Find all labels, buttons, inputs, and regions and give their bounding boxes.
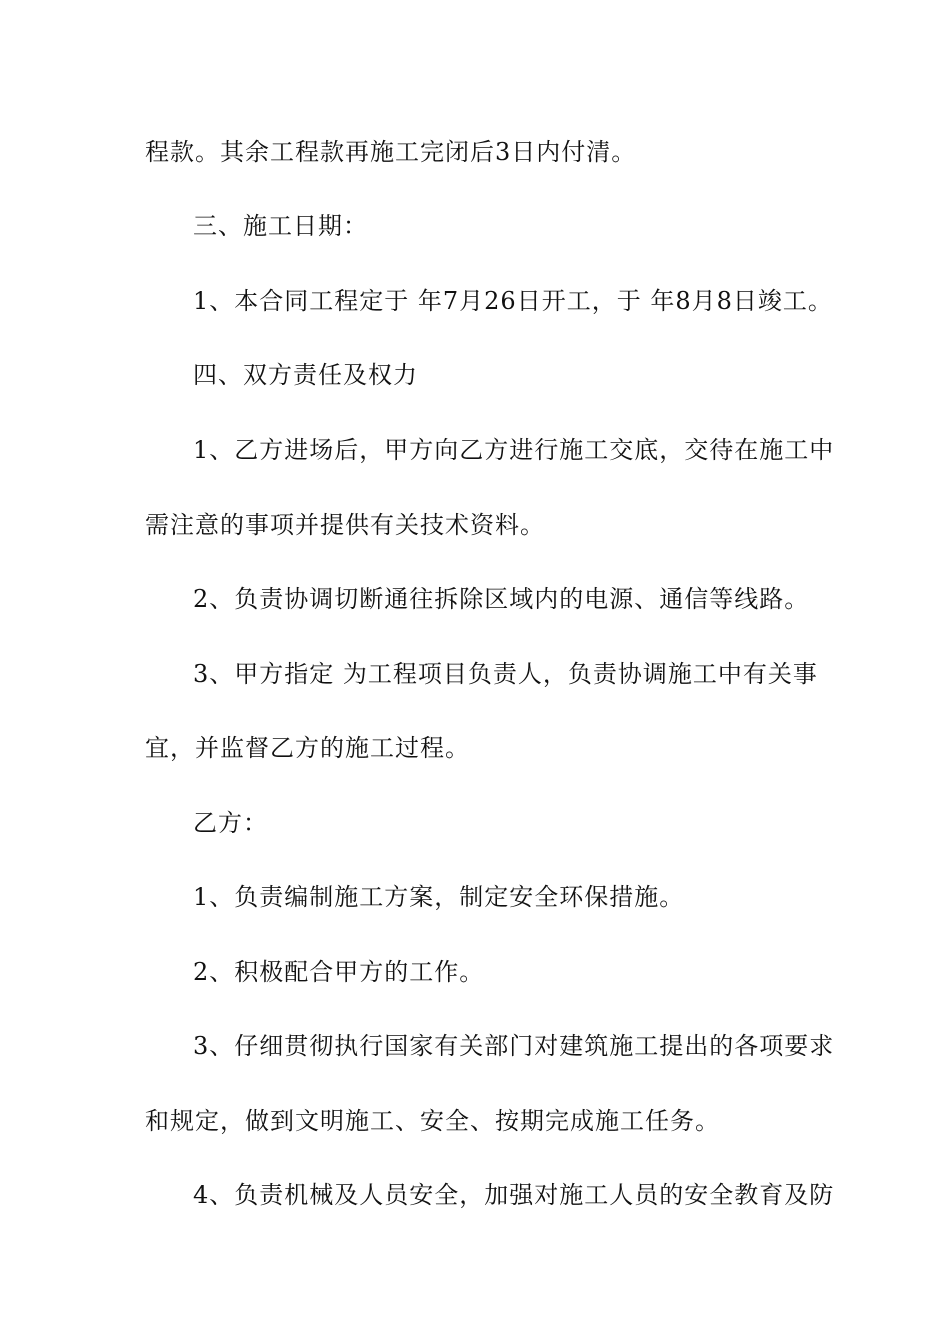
- text-line: 4、负责机械及人员安全，加强对施工人员的安全教育及防: [193, 1181, 835, 1209]
- text-line: 宜，并监督乙方的施工过程。: [145, 734, 470, 762]
- section-heading: 乙方：: [193, 809, 268, 837]
- text-line: 3、甲方指定 为工程项目负责人，负责协调施工中有关事: [193, 660, 818, 688]
- text-line: 1、负责编制施工方案，制定安全环保措施。: [193, 883, 685, 911]
- text-line: 2、负责协调切断通往拆除区域内的电源、通信等线路。: [193, 585, 810, 613]
- text-line: 1、本合同工程定于 年7月26日开工，于 年8月8日竣工。: [193, 287, 833, 315]
- text-line: 程款。其余工程款再施工完闭后3日内付清。: [145, 138, 637, 166]
- section-heading: 四、双方责任及权力: [193, 361, 418, 389]
- section-heading: 三、施工日期：: [193, 212, 368, 240]
- text-line: 需注意的事项并提供有关技术资料。: [145, 511, 545, 539]
- text-line: 2、积极配合甲方的工作。: [193, 958, 485, 986]
- text-line: 和规定，做到文明施工、安全、按期完成施工任务。: [145, 1107, 720, 1135]
- text-line: 1、乙方进场后，甲方向乙方进行施工交底，交待在施工中: [193, 436, 835, 464]
- text-line: 3、仔细贯彻执行国家有关部门对建筑施工提出的各项要求: [193, 1032, 835, 1060]
